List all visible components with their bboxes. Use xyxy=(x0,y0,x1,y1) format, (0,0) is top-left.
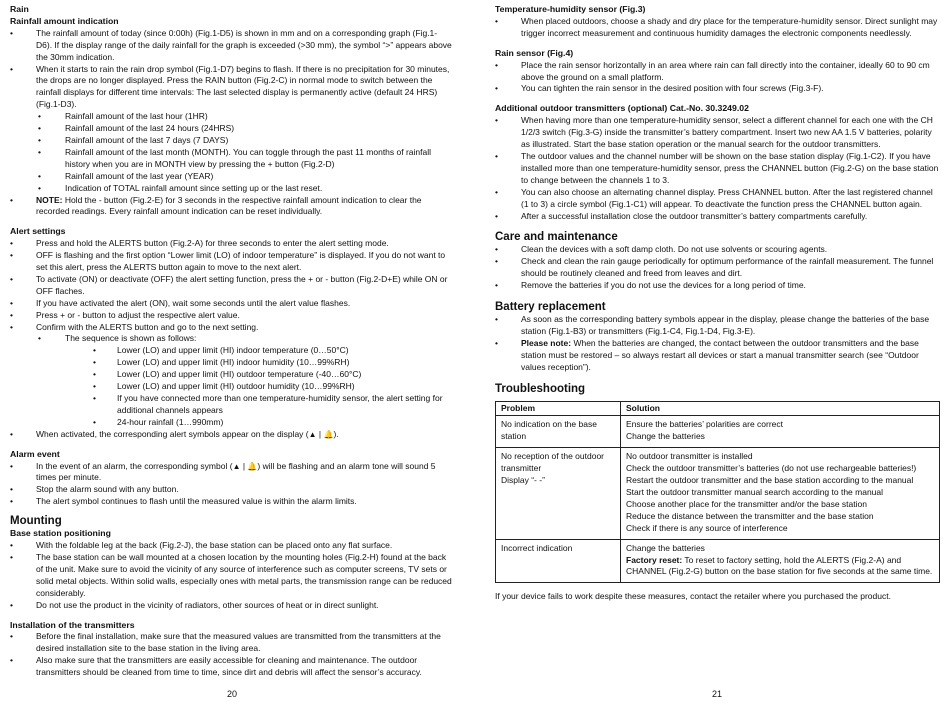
list-item: • Place the rain sensor horizontally in an area where rain can fall directly into the container, ideally 60 to 90 cm above the ground on a small platform. xyxy=(495,60,940,84)
list-item: • Stop the alarm sound with any button. xyxy=(10,484,452,496)
list-item xyxy=(10,322,452,429)
installation-title: Installation of the transmitters xyxy=(10,619,135,630)
list-item: • OFF is flashing and the first option “Lower limit (LO) of indoor temperature” is displayed. If you do not want to set this alert, press the ALERTS button again to move to the next alert. xyxy=(10,250,452,274)
solution-line: Choose another place for the transmitter and/or the base station xyxy=(626,498,867,509)
solution-line xyxy=(626,555,934,579)
table-header-row xyxy=(496,401,940,416)
list-item xyxy=(10,195,452,219)
separator: | xyxy=(316,428,324,439)
alert-sequence-list xyxy=(38,333,452,428)
rain-intervals-list xyxy=(38,111,452,194)
solution-line: Change the batteries xyxy=(626,431,705,442)
list-item: • Do not use the product in the vicinity of radiators, other sources of heat or in direct sunlight. xyxy=(10,600,452,612)
factory-reset-label: Factory reset: xyxy=(626,554,683,565)
solution-line: Check if there is any source of interference xyxy=(626,522,788,533)
separator: | xyxy=(240,460,248,471)
problem-line: Display “- -” xyxy=(501,475,545,486)
base-positioning-title: Base station positioning xyxy=(10,528,111,539)
rainfall-indication-title: Rainfall amount indication xyxy=(10,15,119,26)
list-item: • Clean the devices with a soft damp cloth. Do not use solvents or scouring agents. xyxy=(495,244,940,256)
list-item: • As soon as the corresponding battery symbols appear in the display, please change the batteries of the base station (Fig.1-B3) or transmitters (Fig.1-C4, Fig.1-D4, Fig.3-E). xyxy=(495,314,940,338)
list-item-text: ). xyxy=(333,428,339,439)
problem-header: Problem xyxy=(496,401,621,416)
rain-sensor-title: Rain sensor (Fig.4) xyxy=(495,47,574,58)
list-item-text: The sequence is shown as follows: xyxy=(65,333,197,344)
list-item: • Lower (LO) and upper limit (HI) indoor temperature (0…50°C) xyxy=(93,345,452,357)
problem-line: No reception of the outdoor transmitter xyxy=(501,451,605,474)
solution-line: Check the outdoor transmitter’s batteries (do not use rechargeable batteries!) xyxy=(626,463,917,474)
list-item: • Check and clean the rain gauge periodically for optimum performance of the rainfall measurement. The funnel should be routinely cleaned and freed from leaves and dirt. xyxy=(495,256,940,280)
list-item: • If you have activated the alert (ON), wait some seconds until the alert value flashes. xyxy=(10,298,452,310)
solution-line: Ensure the batteries’ polarities are correct xyxy=(626,419,784,430)
solution-line: No outdoor transmitter is installed xyxy=(626,451,753,462)
solution-cell xyxy=(621,416,940,448)
list-item xyxy=(10,429,452,441)
solution-cell xyxy=(621,539,940,583)
list-item-text: In the event of an alarm, the corresponding symbol ( xyxy=(36,460,233,471)
list-item: • If you have connected more than one temperature-humidity sensor, the alert setting for additional channels appears xyxy=(93,393,452,417)
list-item: • Press and hold the ALERTS button (Fig.2-A) for three seconds to enter the alert setting mode. xyxy=(10,238,452,250)
warning-triangle-icon: ▲ xyxy=(308,429,317,439)
list-item: • Before the final installation, make sure that the measured values are transmitted from the transmitters at the desired installation site to the base station in the living area. xyxy=(10,631,452,655)
problem-cell: Incorrect indication xyxy=(496,539,621,583)
solution-header: Solution xyxy=(621,401,940,416)
list-item-text: Confirm with the ALERTS button and go to the next setting. xyxy=(36,321,259,332)
solution-cell xyxy=(621,448,940,539)
list-item: • When placed outdoors, choose a shady and dry place for the temperature-humidity sensor. Direct sunlight may trigger incorrect measurement and continuous humidity damages the electronic components needlessly. xyxy=(495,16,940,40)
list-item-text: When activated, the corresponding alert symbols appear on the display ( xyxy=(36,428,309,439)
installation-list xyxy=(10,631,452,679)
list-item: • Rainfall amount of the last 7 days (7 DAYS) xyxy=(38,135,452,147)
warning-triangle-icon: ▲ xyxy=(232,461,241,471)
list-item: • The rainfall amount of today (since 0:00h) (Fig.1-D5) is shown in mm and on a corresponding graph (Fig.1-D6). If the display range of the daily rainfall for the graph is exceeded (>30 mm), the symbol “>” appears above the 30mm indication. xyxy=(10,28,452,64)
care-title: Care and maintenance xyxy=(495,231,618,244)
page-number-left: 20 xyxy=(226,689,237,699)
th-sensor-title: Temperature-humidity sensor (Fig.3) xyxy=(495,4,646,14)
alarm-bell-icon: 🔔 xyxy=(247,461,258,471)
table-row xyxy=(496,416,940,448)
list-item: • Remove the batteries if you do not use the devices for a long period of time. xyxy=(495,280,940,292)
solution-line: Start the outdoor transmitter manual search according to the manual xyxy=(626,487,884,497)
list-item xyxy=(10,64,452,195)
page-number-right: 21 xyxy=(711,689,722,699)
list-item: • Rainfall amount of the last 24 hours (24HRS) xyxy=(38,123,452,135)
table-row xyxy=(496,539,940,583)
care-list xyxy=(495,244,940,292)
list-item: • When having more than one temperature-humidity sensor, select a different channel for each one with the CH 1/2/3 switch (Fig.3-G) inside the transmitter’s battery compartment. Insert two new AA 1.5 V batteries, polarity as illustrated. Start the base station operation or the manual search for the outdoor transmitters. xyxy=(495,115,940,151)
list-item: • Rainfall amount of the last hour (1HR) xyxy=(38,111,452,123)
battery-list xyxy=(495,314,940,374)
list-item: • Rainfall amount of the last month (MONTH). You can toggle through the past 11 months of rainfall history when you are in MONTH view by pressing the + button (Fig.2-D) xyxy=(38,147,452,171)
list-item-text: When it starts to rain the rain drop symbol (Fig.1-D7) begins to flash. If there is no precipitation for 30 minutes, the drops are no longer displayed. Press the RAIN button (Fig.2-C) in normal mode to switch between the rainfall displays for different time intervals: The last selected display is permanently active (default 24 HRS) (Fig.1-D3). xyxy=(36,63,450,110)
list-item: • After a successful installation close the outdoor transmitter’s battery compartments carefully. xyxy=(495,211,940,223)
mounting-list xyxy=(10,540,452,611)
rain-sensor-list xyxy=(495,60,940,96)
alarm-event-title: Alarm event xyxy=(10,448,60,459)
additional-transmitters-title: Additional outdoor transmitters (optional) Cat.-No. 30.3249.02 xyxy=(495,103,749,114)
list-item: • 24-hour rainfall (1…990mm) xyxy=(93,417,452,429)
battery-title: Battery replacement xyxy=(495,301,606,314)
list-item: • The base station can be wall mounted at a chosen location by the mounting holes (Fig.2-H) found at the back of the unit. Make sure to avoid the vicinity of any source of interference such as computer screens, TV sets or solid metal objects. Within solid walls, especially ones with metal parts, the transmission range can be reduced considerably. xyxy=(10,552,452,600)
table-row xyxy=(496,448,940,539)
rain-list xyxy=(10,28,452,219)
list-item-text: ) will be flashing and an alarm tone will sound 5 times per minute. xyxy=(36,460,436,483)
list-item: • Lower (LO) and upper limit (HI) outdoor temperature (-40…60°C) xyxy=(93,369,452,381)
alert-sequence-items xyxy=(93,345,452,428)
problem-cell xyxy=(496,448,621,539)
list-item: • With the foldable leg at the back (Fig.2-J), the base station can be placed onto any flat surface. xyxy=(10,540,452,552)
list-item: • The alert symbol continues to flash until the measured value is within the alarm limits. xyxy=(10,496,452,508)
list-item: • Also make sure that the transmitters are easily accessible for cleaning and maintenance. The outdoor transmitters should be cleaned from time to time, since dirt and debris will affect the sensor’s accuracy. xyxy=(10,655,452,679)
right-page xyxy=(495,4,940,709)
alert-settings-title: Alert settings xyxy=(10,226,66,237)
list-item: • Lower (LO) and upper limit (HI) indoor humidity (10…99%RH) xyxy=(93,357,452,369)
please-note-label: Please note: xyxy=(521,337,572,348)
list-item: • The outdoor values and the channel number will be shown on the base station display (Fig.1-C2). If you have installed more than one temperature-humidity sensor, press the CHANNEL button (Fig.2-G) on the base station to change between the channels 1 to 3. xyxy=(495,151,940,187)
list-item: • Press + or - button to adjust the respective alert value. xyxy=(10,310,452,322)
list-item: • Rainfall amount of the last year (YEAR) xyxy=(38,171,452,183)
troubleshooting-title: Troubleshooting xyxy=(495,382,586,395)
list-item xyxy=(10,461,452,485)
solution-line: Restart the outdoor transmitter and the base station according to the manual xyxy=(626,475,914,486)
list-item: • You can also choose an alternating channel display. Press CHANNEL button. After the last registered channel (1 to 3) a circle symbol (Fig.1-C1) will appear. To deactivate the function press the CHANNEL button again. xyxy=(495,187,940,211)
list-item: • Indication of TOTAL rainfall amount since setting up or the last reset. xyxy=(38,183,452,195)
troubleshooting-table xyxy=(495,401,940,584)
th-sensor-list xyxy=(495,16,940,40)
problem-cell: No indication on the base station xyxy=(496,416,621,448)
list-item: • You can tighten the rain sensor in the desired position with four screws (Fig.3-F). xyxy=(495,83,940,95)
note-label: NOTE: xyxy=(36,194,63,205)
rain-title: Rain xyxy=(10,4,29,14)
mounting-title: Mounting xyxy=(10,515,62,528)
solution-text: To reset to factory setting, hold the ALERTS (Fig.2-A) and CHANNEL (Fig.2-G) button on the base station for five seconds at the same time. xyxy=(626,554,933,577)
list-item xyxy=(495,338,940,374)
solution-line: Reduce the distance between the transmitter and the base station xyxy=(626,510,874,521)
left-page xyxy=(10,4,452,709)
list-item xyxy=(38,333,452,428)
note-text: Hold the - button (Fig.2-E) for 3 seconds in the respective rainfall amount indication to clear the recorded readings. Every rainfall amount indication can be reset individually. xyxy=(36,194,422,217)
solution-line: Change the batteries xyxy=(626,542,705,553)
list-item: • Lower (LO) and upper limit (HI) outdoor humidity (10…99%RH) xyxy=(93,381,452,393)
list-item: • To activate (ON) or deactivate (OFF) the alert setting function, press the + or - button (Fig.2-D+E) while ON or OFF flaches. xyxy=(10,274,452,298)
additional-transmitters-list xyxy=(495,115,940,222)
footer-note: If your device fails to work despite these measures, contact the retailer where you purchased the product. xyxy=(495,591,891,602)
alarm-bell-icon: 🔔 xyxy=(323,429,334,439)
alert-settings-list xyxy=(10,238,452,440)
list-item-text: When the batteries are changed, the contact between the outdoor transmitters and the base station must be restored – so always restart all devices or start a manual transmitter search (see “Outdoor values reception”). xyxy=(521,337,919,372)
alarm-event-list xyxy=(10,461,452,509)
